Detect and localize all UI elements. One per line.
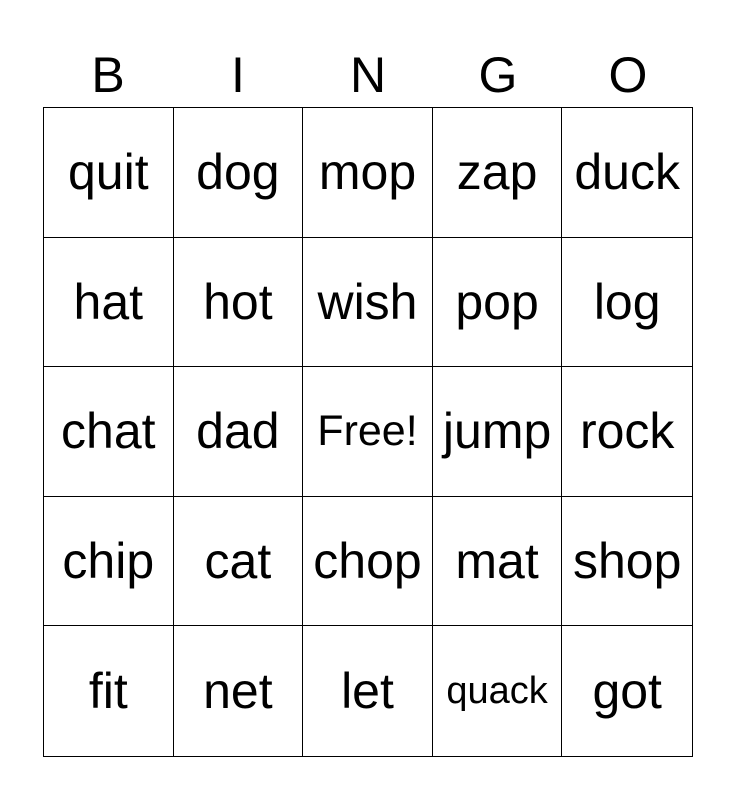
bingo-header [43,44,693,106]
bingo-cell[interactable]: got [592,663,662,720]
bingo-cell[interactable]: dad [174,367,304,497]
bingo-cell[interactable]: wish [303,238,433,368]
bingo-cell[interactable]: duck [562,108,692,238]
bingo-cell[interactable]: mop [303,108,433,238]
bingo-cell[interactable]: quit [44,108,174,238]
header-letter-n: N [349,47,387,103]
bingo-cell[interactable]: jump [433,367,563,497]
bingo-cell[interactable]: net [174,626,304,756]
bingo-cell[interactable]: let [303,626,433,756]
bingo-cell[interactable]: rock [562,367,692,497]
bingo-card [43,107,693,757]
bingo-cell[interactable]: chat [44,367,174,497]
bingo-cell[interactable]: fit [44,626,174,756]
header-letter-g: G [478,47,518,103]
header-letter-b: B [91,47,125,103]
bingo-cell[interactable]: hat [44,238,174,368]
bingo-cell[interactable]: quack [433,626,563,756]
bingo-cell[interactable]: chip [44,497,174,627]
bingo-cell[interactable]: hot [174,238,304,368]
bingo-cell[interactable]: pop [433,238,563,368]
bingo-cell[interactable]: chop [303,497,433,627]
free-space-cell[interactable]: Free! [303,367,433,497]
bingo-cell[interactable]: cat [174,497,304,627]
bingo-cell[interactable]: zap [433,108,563,238]
bingo-cell[interactable]: mat [433,497,563,627]
bingo-cell[interactable]: log [562,238,692,368]
header-letter-o: O [608,47,648,103]
header-letter-i: I [231,47,245,103]
bingo-cell[interactable]: shop [562,497,692,627]
bingo-cell[interactable]: dog [174,108,304,238]
